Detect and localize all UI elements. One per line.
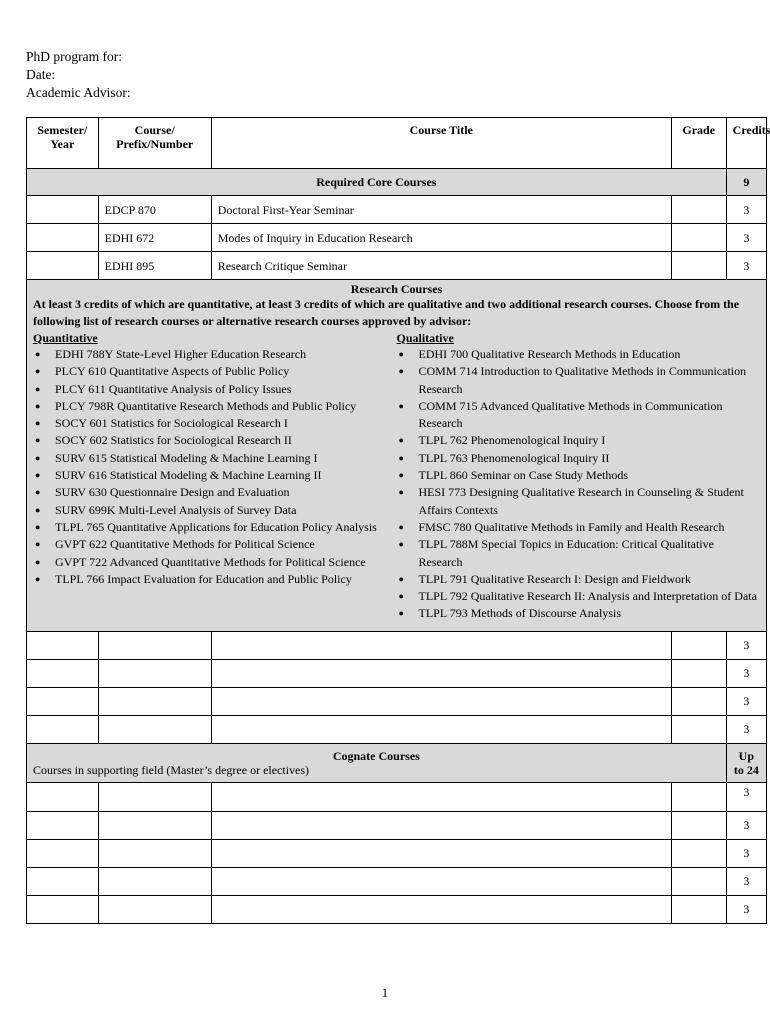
course-title-cell[interactable] <box>211 867 671 895</box>
course-plan-table <box>26 117 770 924</box>
course-code-cell[interactable] <box>98 811 211 839</box>
qualitative-list <box>397 346 761 623</box>
core-section-row <box>27 169 767 196</box>
table-row <box>27 196 767 224</box>
course-title: Modes of Inquiry in Education Research <box>211 224 671 252</box>
core-section-title: Required Core Courses <box>27 169 727 196</box>
grade-cell[interactable] <box>671 687 726 715</box>
semester-cell[interactable] <box>27 895 99 923</box>
cognate-section-row <box>27 743 767 782</box>
list-item: ● TLPL 791 Qualitative Research I: Design and Fieldwork <box>397 571 761 588</box>
credits-cell: 3 <box>726 839 766 867</box>
credits-cell: 3 <box>726 811 766 839</box>
course-code-cell[interactable] <box>98 659 211 687</box>
list-item: ● TLPL 765 Quantitative Applications for Education Policy Analysis <box>33 519 397 536</box>
header-course: Course/ Prefix/Number <box>98 118 211 169</box>
grade-cell[interactable] <box>671 224 726 252</box>
cognate-section-subtitle: Courses in supporting field (Master’s degree or electives) <box>33 762 310 777</box>
list-item: ● GVPT 622 Quantitative Methods for Political Science <box>33 536 397 553</box>
list-item: ● TLPL 860 Seminar on Case Study Methods <box>397 467 761 484</box>
grade-cell[interactable] <box>671 631 726 659</box>
table-row <box>27 659 767 687</box>
course-title-cell[interactable] <box>211 839 671 867</box>
cognate-section-credits: Up to 24 <box>726 743 766 782</box>
semester-cell[interactable] <box>27 867 99 895</box>
semester-cell[interactable] <box>27 687 99 715</box>
course-code-cell[interactable] <box>98 631 211 659</box>
list-item: ● PLCY 798R Quantitative Research Methods and Public Policy <box>33 398 397 415</box>
header-title: Course Title <box>211 118 671 169</box>
table-row <box>27 224 767 252</box>
header-grade: Grade <box>671 118 726 169</box>
list-item: ● SOCY 602 Statistics for Sociological Research II <box>33 432 397 449</box>
header-credits: Credits <box>726 118 766 169</box>
research-intro: At least 3 credits of which are quantitative, at least 3 credits of which are qualitative and two additional research courses. Choose from the following list of research courses or alternative research courses approved by advisor: <box>33 297 740 328</box>
course-code-cell[interactable] <box>98 782 211 811</box>
quantitative-column <box>33 330 397 623</box>
list-item: ● EDHI 700 Qualitative Research Methods in Education <box>397 346 761 363</box>
grade-cell[interactable] <box>671 196 726 224</box>
semester-cell[interactable] <box>27 631 99 659</box>
semester-cell[interactable] <box>27 811 99 839</box>
course-title: Research Critique Seminar <box>211 252 671 280</box>
course-title-cell[interactable] <box>211 895 671 923</box>
cognate-section-title: Cognate Courses <box>332 748 420 763</box>
list-item: ● COMM 714 Introduction to Qualitative Methods in Communication Research <box>397 363 761 398</box>
grade-cell[interactable] <box>671 839 726 867</box>
course-title-cell[interactable] <box>211 631 671 659</box>
list-item: ● COMM 715 Advanced Qualitative Methods in Communication Research <box>397 398 761 433</box>
quantitative-heading: Quantitative <box>33 331 98 345</box>
list-item: ● TLPL 788M Special Topics in Education: Critical Qualitative Research <box>397 536 761 571</box>
course-code-cell[interactable] <box>98 687 211 715</box>
table-row <box>27 811 767 839</box>
credits-cell: 3 <box>726 895 766 923</box>
credits-cell: 3 <box>726 659 766 687</box>
grade-cell[interactable] <box>671 811 726 839</box>
list-item: ● TLPL 762 Phenomenological Inquiry I <box>397 432 761 449</box>
table-row <box>27 782 767 811</box>
qualitative-column <box>397 330 761 623</box>
semester-cell[interactable] <box>27 659 99 687</box>
list-item: ● EDHI 788Y State-Level Higher Education Research <box>33 346 397 363</box>
date-label: Date: <box>26 67 56 82</box>
list-item: ● HESI 773 Designing Qualitative Research in Counseling & Student Affairs Contexts <box>397 484 761 519</box>
semester-cell[interactable] <box>27 782 99 811</box>
course-title-cell[interactable] <box>211 782 671 811</box>
table-row <box>27 867 767 895</box>
quantitative-list <box>33 346 397 588</box>
list-item: ● TLPL 792 Qualitative Research II: Analysis and Interpretation of Data <box>397 588 761 605</box>
list-item: ● PLCY 611 Quantitative Analysis of Policy Issues <box>33 381 397 398</box>
program-label: PhD program for: <box>26 49 122 64</box>
grade-cell[interactable] <box>671 659 726 687</box>
research-section-title: Research Courses <box>350 282 443 296</box>
page-number: 1 <box>381 985 389 1000</box>
semester-cell[interactable] <box>27 715 99 743</box>
grade-cell[interactable] <box>671 715 726 743</box>
credits-cell: 3 <box>726 196 766 224</box>
list-item: ● GVPT 722 Advanced Quantitative Methods for Political Science <box>33 554 397 571</box>
course-title-cell[interactable] <box>211 687 671 715</box>
course-code: EDHI 895 <box>98 252 211 280</box>
credits-cell: 3 <box>726 252 766 280</box>
table-row <box>27 631 767 659</box>
list-item: ● SOCY 601 Statistics for Sociological Research I <box>33 415 397 432</box>
table-row <box>27 687 767 715</box>
table-header-row <box>27 118 767 169</box>
course-code-cell[interactable] <box>98 867 211 895</box>
list-item: ● FMSC 780 Qualitative Methods in Family and Health Research <box>397 519 761 536</box>
semester-cell[interactable] <box>27 839 99 867</box>
credits-cell: 3 <box>726 687 766 715</box>
table-row <box>27 252 767 280</box>
table-row <box>27 895 767 923</box>
list-item: ● TLPL 766 Impact Evaluation for Education and Public Policy <box>33 571 397 588</box>
qualitative-heading: Qualitative <box>396 331 454 345</box>
core-section-credits: 9 <box>726 169 766 196</box>
semester-cell[interactable] <box>27 224 99 252</box>
credits-cell: 3 <box>726 782 766 811</box>
credits-cell: 3 <box>726 631 766 659</box>
credits-cell: 3 <box>726 867 766 895</box>
course-code-cell[interactable] <box>98 839 211 867</box>
document-header <box>26 48 131 102</box>
semester-cell[interactable] <box>27 196 99 224</box>
credits-cell: 3 <box>726 715 766 743</box>
course-code-cell[interactable] <box>98 895 211 923</box>
course-code: EDCP 870 <box>98 196 211 224</box>
grade-cell[interactable] <box>671 782 726 811</box>
list-item: ● TLPL 763 Phenomenological Inquiry II <box>397 450 761 467</box>
course-title-cell[interactable] <box>211 811 671 839</box>
list-item: ● SURV 699K Multi-Level Analysis of Survey Data <box>33 502 397 519</box>
list-item: ● PLCY 610 Quantitative Aspects of Public Policy <box>33 363 397 380</box>
list-item: ● SURV 616 Statistical Modeling & Machine Learning II <box>33 467 397 484</box>
research-section-row <box>27 280 767 632</box>
course-title-cell[interactable] <box>211 659 671 687</box>
research-columns <box>33 330 760 623</box>
course-code-cell[interactable] <box>98 715 211 743</box>
credits-cell: 3 <box>726 224 766 252</box>
grade-cell[interactable] <box>671 895 726 923</box>
list-item: ● SURV 615 Statistical Modeling & Machine Learning I <box>33 450 397 467</box>
table-row <box>27 715 767 743</box>
semester-cell[interactable] <box>27 252 99 280</box>
header-semester: Semester/ Year <box>27 118 99 169</box>
course-title: Doctoral First-Year Seminar <box>211 196 671 224</box>
list-item: ● TLPL 793 Methods of Discourse Analysis <box>397 605 761 622</box>
research-section <box>27 280 767 632</box>
table-row <box>27 839 767 867</box>
cognate-section <box>27 743 727 782</box>
list-item: ● SURV 630 Questionnaire Design and Evaluation <box>33 484 397 501</box>
course-title-cell[interactable] <box>211 715 671 743</box>
course-code: EDHI 672 <box>98 224 211 252</box>
grade-cell[interactable] <box>671 867 726 895</box>
advisor-label: Academic Advisor: <box>26 85 131 100</box>
grade-cell[interactable] <box>671 252 726 280</box>
